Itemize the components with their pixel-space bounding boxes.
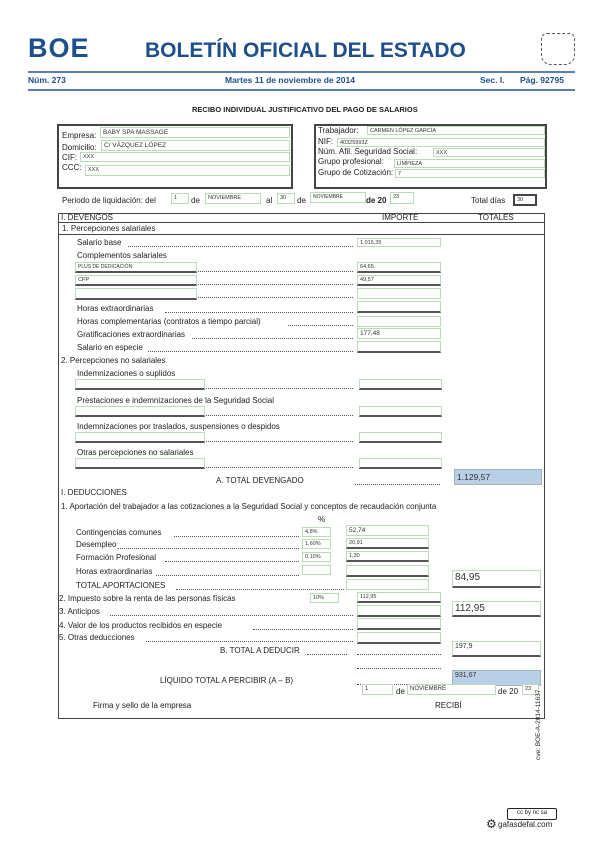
formacion-porcentaje[interactable]: 0,10%	[302, 552, 331, 562]
otras-deducciones-label: 5. Otras deducciones	[59, 633, 135, 642]
total-deducir-field[interactable]: 197,9	[452, 641, 541, 657]
traslados-concepto[interactable]	[75, 432, 205, 443]
grupo-label: Grupo profesional:	[318, 157, 384, 166]
nif-label: NIF:	[318, 137, 334, 146]
empresa-label: Empresa:	[62, 131, 97, 140]
grupo-field[interactable]: LIMPIEZA	[394, 159, 545, 168]
periodo-anio[interactable]: 23	[390, 192, 414, 204]
especie-importe[interactable]	[357, 618, 441, 630]
nif-field[interactable]: 40325993Z	[337, 138, 545, 147]
total-aportaciones-label: TOTAL APORTACIONES	[76, 581, 166, 590]
otras-percepciones-importe[interactable]	[359, 458, 442, 469]
indemnizaciones-importe[interactable]	[359, 379, 442, 390]
irpf-importe[interactable]: 112,95	[357, 592, 441, 603]
horas-extra-ded-importe[interactable]	[346, 565, 429, 577]
firma-de-label: de	[396, 687, 405, 696]
horas-extra-porcentaje[interactable]	[302, 565, 331, 575]
horas-complementarias-label: Horas complementarias (contratos a tiempo parcial)	[77, 317, 261, 326]
coat-of-arms-icon	[541, 33, 575, 65]
issue-date: Martes 11 de noviembre de 2014	[225, 75, 355, 85]
salario-especie-importe[interactable]	[357, 341, 441, 353]
otras-percepciones-concepto[interactable]	[75, 458, 205, 469]
issue-number: Núm. 273	[28, 75, 66, 85]
periodo-label: Periodo de liquidación: del	[62, 196, 156, 205]
complemento-2-importe[interactable]: 49,57	[357, 275, 441, 286]
desempleo-label: Desempleo	[76, 540, 117, 549]
importe-header: IMPORTE	[382, 213, 419, 222]
horas-extra-label: Horas extraordinarias	[77, 304, 154, 313]
de20-label: de 20	[366, 196, 387, 205]
horas-extra-ded-label: Horas extraordinarias	[76, 567, 153, 576]
total-deducir-label: B. TOTAL A DEDUCIR	[220, 646, 300, 655]
prestaciones-importe[interactable]	[359, 406, 442, 417]
horas-complementarias-importe[interactable]	[357, 316, 441, 327]
firma-dia[interactable]: 1	[362, 684, 393, 695]
trabajador-label: Trabajador:	[318, 126, 359, 135]
anticipos-importe[interactable]	[357, 605, 441, 617]
gratificaciones-importe[interactable]: 177,48	[357, 328, 441, 339]
trabajador-field[interactable]: CARMEN LÓPEZ GARCÍA	[367, 126, 545, 135]
percepciones-no-salariales: 2. Percepciones no salariales	[61, 356, 166, 365]
especie-label: 4. Valor de los productos recibidos en especie	[59, 621, 223, 630]
total-dias-label: Total días	[471, 196, 506, 205]
irpf-label: 2. Impuesto sobre la renta de las personas físicas	[59, 594, 236, 603]
traslados-importe[interactable]	[359, 432, 442, 443]
complemento-1-importe[interactable]: 64,65	[357, 262, 441, 273]
totales-header: TOTALES	[478, 213, 514, 222]
afil-field[interactable]: XXX	[433, 148, 545, 157]
afil-label: Núm. Afil. Seguridad Social:	[318, 147, 418, 156]
total-devengado-label: A. TOTAL DEVENGADO	[216, 476, 304, 485]
periodo-mes-inicio[interactable]: NOVIEMBRE	[205, 193, 261, 204]
devengos-title: I. DEVENGOS	[61, 213, 114, 222]
al-label: al	[266, 196, 273, 205]
firma-anio[interactable]: 23	[522, 684, 539, 695]
complemento-1-concepto[interactable]: PLUS DE DEDICACIÓN	[75, 262, 197, 273]
firma-empresa-label: Firma y sello de la empresa	[93, 701, 192, 710]
de-label: de	[191, 196, 200, 205]
total-aportaciones-importe[interactable]	[346, 579, 429, 590]
footer-site: gafasdefal.com	[498, 820, 553, 829]
indemnizaciones-label: Indemnizaciones o suplidos	[77, 369, 176, 378]
irpf-total-field[interactable]: 112,95	[452, 601, 541, 617]
ccc-field[interactable]: XXX	[85, 165, 290, 176]
domicilio-label: Domicilio:	[62, 143, 97, 152]
salario-base-importe[interactable]: 1.015,35	[357, 238, 441, 247]
desempleo-porcentaje[interactable]: 1,60%	[302, 539, 331, 549]
formacion-label: Formación Profesional	[76, 553, 157, 562]
total-devengado-field[interactable]: 1.129,57	[454, 469, 542, 485]
contingencias-importe[interactable]: 52,74	[346, 525, 429, 536]
periodo-dia-inicio[interactable]: 1	[171, 193, 189, 204]
anticipos-label: 3. Anticipos	[59, 607, 100, 616]
firma-de20-label: de 20	[498, 687, 519, 696]
page-number: Pág. 92795	[520, 75, 564, 85]
firma-mes[interactable]: NOVIEMBRE	[407, 684, 496, 695]
recibi-label: RECIBÍ	[435, 701, 462, 710]
indemnizaciones-concepto[interactable]	[75, 379, 205, 390]
empresa-field[interactable]: BABY SPA MASSAGE	[100, 127, 290, 138]
contingencias-porcentaje[interactable]: 4,8%	[302, 527, 331, 537]
document-title: RECIBO INDIVIDUAL JUSTIFICATIVO DEL PAGO DE SALARIOS	[192, 105, 418, 114]
otras-percepciones-label: Otras percepciones no salariales	[77, 448, 194, 457]
deducciones-title: I. DEDUCCIONES	[61, 488, 127, 497]
cotizacion-label: Grupo de Cotización:	[318, 168, 394, 177]
ccc-label: CCC:	[62, 163, 82, 172]
section: Sec. I.	[480, 75, 505, 85]
prestaciones-concepto[interactable]	[75, 406, 205, 417]
periodo-dia-fin[interactable]: 30	[277, 193, 295, 204]
liquido-field[interactable]: 931,67	[452, 670, 541, 686]
gears-icon: ⚙	[486, 817, 497, 831]
de-label: de	[297, 196, 306, 205]
irpf-porcentaje[interactable]: 10%	[310, 593, 339, 603]
cotizacion-field[interactable]: 7	[395, 169, 545, 178]
traslados-label: Indemnizaciones por traslados, suspensiones o despidos	[77, 422, 280, 431]
contingencias-label: Contingencias comunes	[76, 528, 162, 537]
complemento-3-concepto[interactable]	[75, 288, 197, 300]
liquido-label: LÍQUIDO TOTAL A PERCIBIR (A – B)	[160, 676, 294, 685]
formacion-importe[interactable]: 1,30	[346, 551, 429, 562]
salario-especie-label: Salario en especie	[77, 343, 143, 352]
percepciones-salariales: 1. Percepciones salariales	[62, 224, 156, 233]
complementos-label: Complementos salariales	[77, 251, 167, 260]
gratificaciones-label: Gratificaciones extraordinarias	[77, 330, 186, 339]
horas-extra-importe[interactable]	[357, 301, 441, 313]
domicilio-field[interactable]: C/ VÁZQUEZ LÓPEZ	[101, 140, 290, 151]
total-aportaciones-field[interactable]: 84,95	[452, 570, 541, 588]
cc-license-icon: cc by nc sa	[507, 808, 557, 820]
cve-code: cve: BOE-A-2014-11637	[535, 689, 542, 760]
prestaciones-label: Prestaciones e indemnizaciones de la Seguridad Social	[77, 396, 275, 405]
boe-logo: BOE	[28, 33, 90, 63]
cif-field[interactable]: XXX	[80, 152, 290, 162]
desempleo-importe[interactable]: 20,91	[346, 538, 429, 549]
total-dias-field[interactable]: 30	[513, 194, 537, 206]
complemento-3-importe[interactable]	[357, 288, 441, 299]
aportacion-title: 1. Aportación del trabajador a las cotizaciones a la Seguridad Social y conceptos de recaudación conjunta	[61, 502, 437, 511]
complemento-2-concepto[interactable]: CPP	[75, 275, 197, 286]
page-title: BOLETÍN OFICIAL DEL ESTADO	[145, 39, 466, 62]
periodo-mes-fin[interactable]: NOVIEMBRE	[310, 192, 366, 203]
salario-base-label: Salario base	[77, 238, 122, 247]
percent-header: %	[318, 515, 326, 524]
cif-label: CIF:	[62, 153, 78, 162]
otras-deducciones-importe[interactable]	[357, 632, 441, 644]
